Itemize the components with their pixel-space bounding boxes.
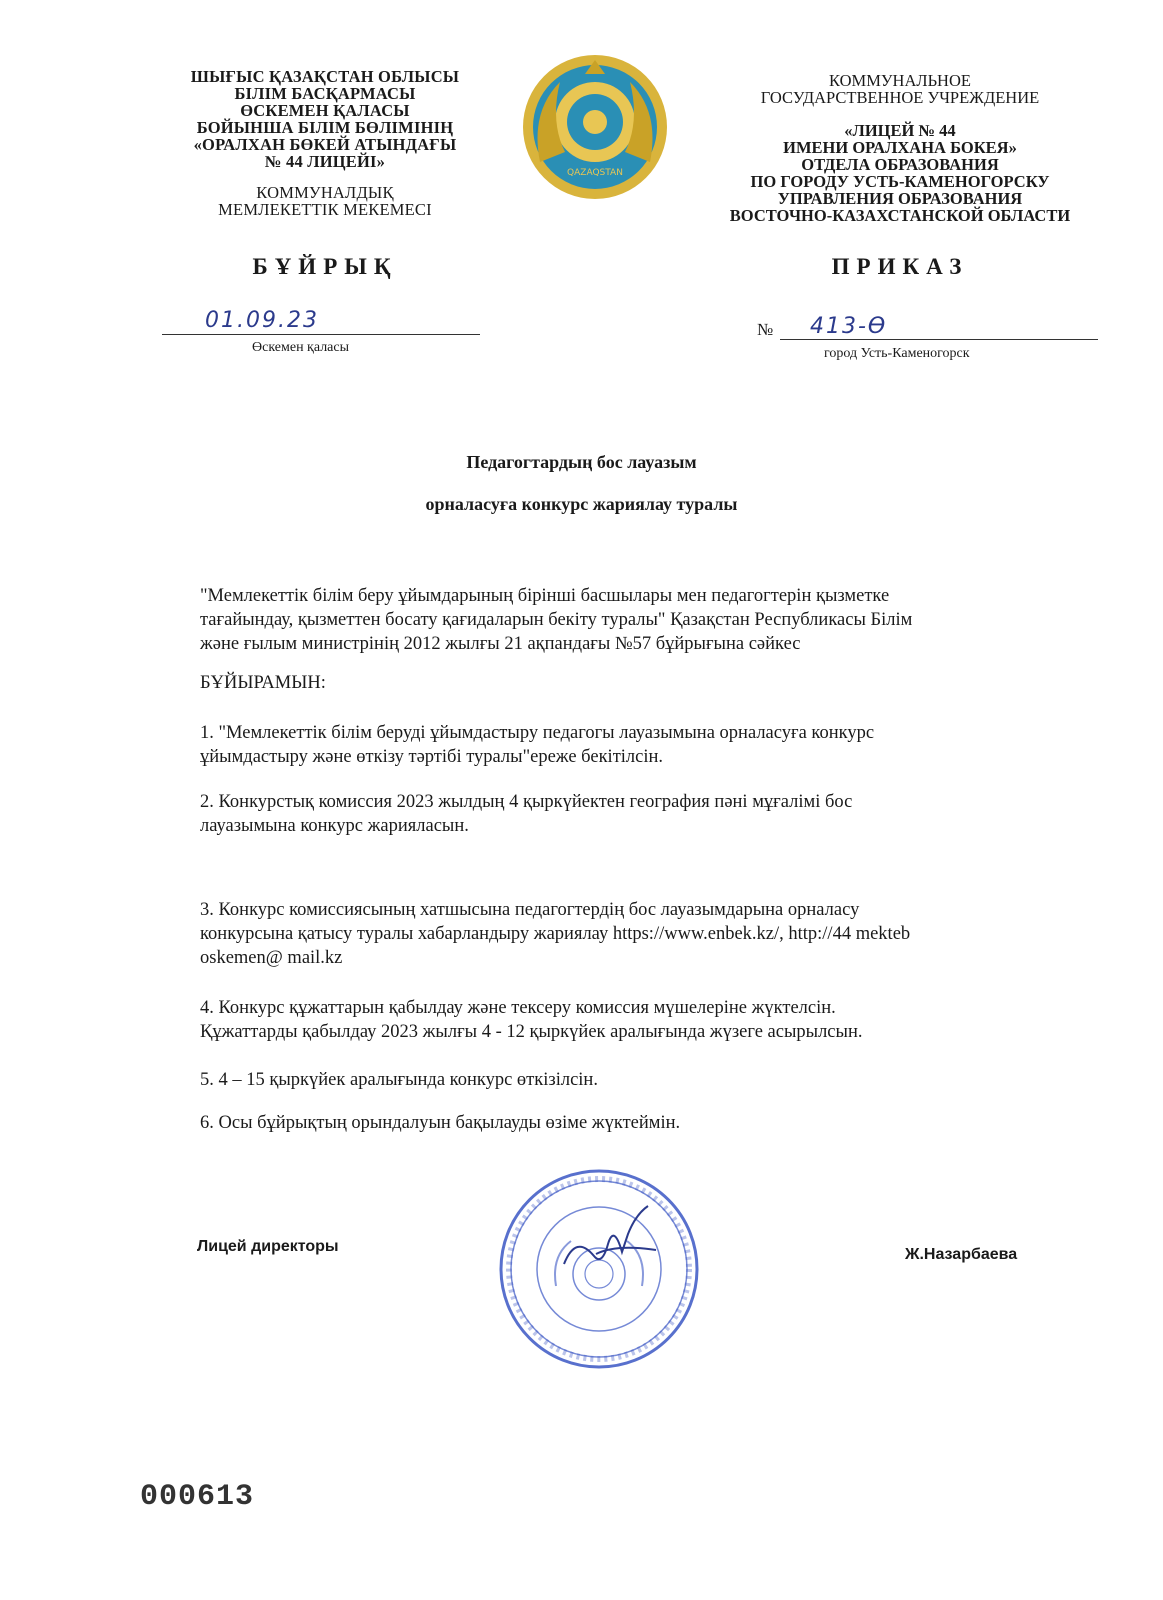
doc-word-russian: ПРИКАЗ xyxy=(831,254,969,279)
header-right-line: ГОСУДАРСТВЕННОЕ УЧРЕЖДЕНИЕ xyxy=(760,88,1040,107)
order-item-3 xyxy=(200,898,1080,970)
preamble-line: тағайындау, қызметтен босату қағидаларын бекіту туралы" Қазақстан Республикасы Білім xyxy=(200,610,913,630)
order-item-2 xyxy=(200,790,1080,838)
order-word: БҰЙЫРАМЫН: xyxy=(200,673,326,693)
preamble xyxy=(200,584,1080,656)
header-left-sub-line: КОММУНАЛДЫҚ xyxy=(256,183,394,202)
order-item-5 xyxy=(200,1068,1080,1092)
header-right-bold-line: ПО ГОРОДУ УСТЬ-КАМЕНОГОРСКУ xyxy=(750,172,1050,191)
signature-position: Лицей директоры xyxy=(197,1238,339,1255)
number-place: город Усть-Каменогорск xyxy=(824,346,970,361)
header-right-bold-line: «ЛИЦЕЙ № 44 xyxy=(844,121,956,140)
state-emblem-icon xyxy=(520,52,670,202)
date-place: Өскемен қаласы xyxy=(252,340,350,355)
doc-title-line: орналасуға конкурс жариялау туралы xyxy=(425,494,738,514)
header-right-bold xyxy=(700,122,1100,224)
header-right-line: КОММУНАЛЬНОЕ xyxy=(829,71,971,90)
emblem-text: QAZAQSTAN xyxy=(567,168,623,178)
header-right-bold-line: ОТДЕЛА ОБРАЗОВАНИЯ xyxy=(801,155,999,174)
preamble-line: "Мемлекеттік білім беру ұйымдарының бірінші басшылары мен педагогтерін қызметке xyxy=(200,586,890,606)
header-left-sub-line: МЕМЛЕКЕТТІК МЕКЕМЕСІ xyxy=(218,200,432,219)
number-underline xyxy=(780,339,1098,340)
header-left xyxy=(160,68,490,218)
order-item-4 xyxy=(200,996,1080,1044)
order-item-line: 2. Конкурстық комиссия 2023 жылдың 4 қыркүйектен география пәні мұғалімі бос xyxy=(200,792,853,812)
order-item-line: конкурсына қатысу туралы хабарландыру жариялау https://www.enbek.kz/, http://44 mekteb xyxy=(200,924,911,944)
order-item-line: Құжаттарды қабылдау 2023 жылғы 4 - 12 қыркүйек аралығында жүзеге асырылсын. xyxy=(200,1022,863,1042)
signature-scribble-icon xyxy=(556,1194,666,1289)
order-item-line: ұйымдастыру және өткізу тәртібі туралы"ереже бекітілсін. xyxy=(200,747,664,767)
header-left-line: № 44 ЛИЦЕЙІ» xyxy=(264,152,386,171)
header-left-line: ШЫҒЫС ҚАЗАҚСТАН ОБЛЫСЫ xyxy=(190,67,460,86)
order-item-line: лауазымына конкурс жарияласын. xyxy=(200,816,469,836)
number-prefix: № xyxy=(757,320,774,339)
serial-number: 000613 xyxy=(140,1480,255,1514)
number-handwritten: 413-Ө xyxy=(810,314,888,339)
order-item-line: 4. Конкурс құжаттарын қабылдау және тексеру комиссия мүшелеріне жүктелсін. xyxy=(200,998,836,1018)
order-item-line: 3. Конкурс комиссиясының хатшысына педагогтердің бос лауазымдарына орналасу xyxy=(200,900,860,920)
order-item-line: 1. "Мемлекеттік білім беруді ұйымдастыру педагогы лауазымына орналасуға конкурс xyxy=(200,723,875,743)
header-left-line: БОЙЫНША БІЛІМ БӨЛІМІНІҢ xyxy=(196,118,454,137)
header-left-sub xyxy=(160,184,490,218)
order-item-6 xyxy=(200,1111,1080,1135)
order-item-line: 6. Осы бұйрықтың орындалуын бақылауды өзіме жүктеймін. xyxy=(200,1113,681,1133)
order-item-line: oskemen@ mail.kz xyxy=(200,948,343,968)
date-handwritten: 01.09.23 xyxy=(205,308,319,333)
header-left-line: ӨСКЕМЕН ҚАЛАСЫ xyxy=(240,101,410,120)
order-item-line: 5. 4 – 15 қыркүйек аралығында конкурс өткізілсін. xyxy=(200,1070,598,1090)
header-left-line: БІЛІМ БАСҚАРМАСЫ xyxy=(234,84,416,103)
header-right xyxy=(700,72,1100,224)
date-underline xyxy=(162,334,480,335)
doc-title-line: Педагогтардың бос лауазым xyxy=(466,452,697,472)
header-right-bold-line: УПРАВЛЕНИЯ ОБРАЗОВАНИЯ xyxy=(777,189,1023,208)
header-left-line: «ОРАЛХАН БӨКЕЙ АТЫНДАҒЫ xyxy=(193,135,457,154)
doc-word-kazakh: БҰЙРЫҚ xyxy=(252,254,398,279)
header-right-bold-line: ВОСТОЧНО-КАЗАХСТАНСКОЙ ОБЛАСТИ xyxy=(729,206,1071,225)
order-item-1 xyxy=(200,721,1080,769)
header-right-bold-line: ИМЕНИ ОРАЛХАНА БОКЕЯ» xyxy=(783,138,1017,157)
signature-name: Ж.Назарбаева xyxy=(905,1246,1018,1263)
preamble-line: және ғылым министрінің 2012 жылғы 21 ақпандағы №57 бұйрығына сәйкес xyxy=(200,634,801,654)
